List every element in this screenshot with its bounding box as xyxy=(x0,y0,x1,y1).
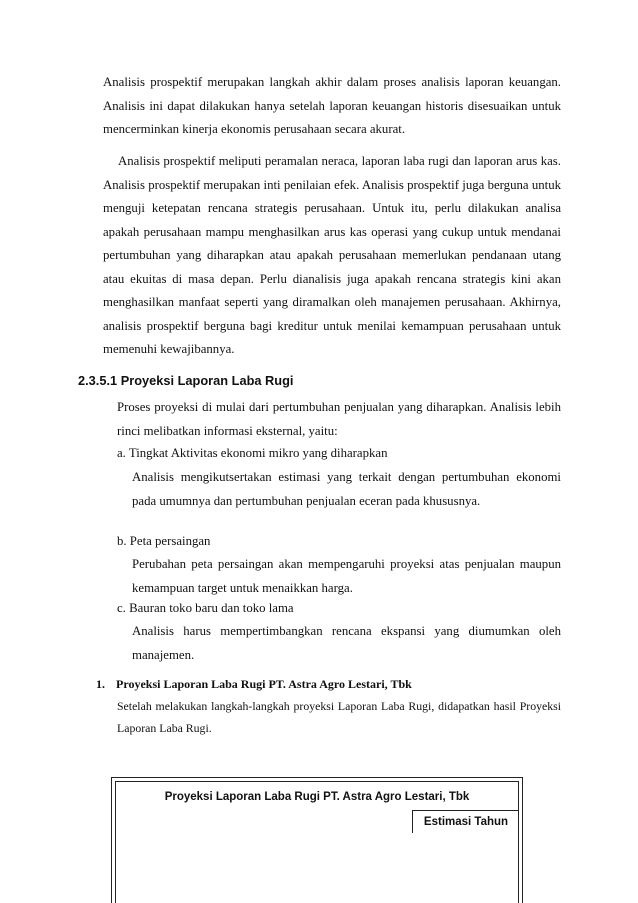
numbered-heading-number: 1. xyxy=(96,677,105,691)
list-item-label-b: b. Peta persaingan xyxy=(117,534,211,548)
list-item-text-a: Analisis mengikutsertakan estimasi yang terkait dengan pertumbuhan ekonomi pada umumnya dan pertumbuhan penjualan eceran pada khususnya. xyxy=(132,470,561,508)
numbered-paragraph: Setelah melakukan langkah-langkah proyeksi Laporan Laba Rugi, didapatkan hasil Proyeksi Laporan Laba Rugi. xyxy=(117,699,561,735)
list-item-text-c: Analisis harus mempertimbangkan rencana ekspansi yang diumumkan oleh manajemen. xyxy=(132,624,561,662)
table-column-header: Estimasi Tahun xyxy=(412,810,519,833)
section-intro-paragraph: Proses proyeksi di mulai dari pertumbuhan penjualan yang diharapkan. Analisis lebih rinci melibatkan informasi eksternal, yaitu: xyxy=(117,400,561,438)
list-item-label-c: c. Bauran toko baru dan toko lama xyxy=(117,601,294,615)
projection-table xyxy=(111,777,523,903)
numbered-heading-title: Proyeksi Laporan Laba Rugi PT. Astra Agro Lestari, Tbk xyxy=(116,677,412,691)
list-item-text-b: Perubahan peta persaingan akan mempengaruhi proyeksi atas penjualan maupun kemampuan target untuk menaikkan harga. xyxy=(132,557,561,595)
list-item-label-a: a. Tingkat Aktivitas ekonomi mikro yang diharapkan xyxy=(117,446,388,460)
table-title: Proyeksi Laporan Laba Rugi PT. Astra Agro Lestari, Tbk xyxy=(164,791,470,803)
intro-paragraph: Analisis prospektif merupakan langkah akhir dalam proses analisis laporan keuangan. Analisis ini dapat dilakukan hanya setelah laporan keuangan historis disesuaikan untuk mencerminkan kinerja ekonomis perusahaan secara akurat. xyxy=(103,75,561,136)
projection-table-inner xyxy=(115,781,519,903)
section-heading: 2.3.5.1 Proyeksi Laporan Laba Rugi xyxy=(78,373,294,388)
detail-paragraph: Analisis prospektif meliputi peramalan neraca, laporan laba rugi dan laporan arus kas. Analisis prospektif merupakan inti penilaian efek. Analisis prospektif juga berguna untuk menguji ketepatan rencana strategis perusahaan. Untuk itu, perlu dilakukan analisa apakah perusahaan mampu menghasilkan arus kas operasi yang cukup untuk mendanai pertumbuhan yang diharapkan atau apakah perusahaan memerlukan pendanaan utang atau ekuitas di masa depan. Perlu dianalisis juga apakah rencana strategis kini akan menghasilkan manfaat seperti yang diramalkan oleh manajemen perusahaan. Akhirnya, analisis prospektif berguna bagi kreditur untuk menilai kemampuan perusahaan untuk memenuhi kewajibannya. xyxy=(103,154,561,356)
numbered-heading xyxy=(96,677,412,692)
